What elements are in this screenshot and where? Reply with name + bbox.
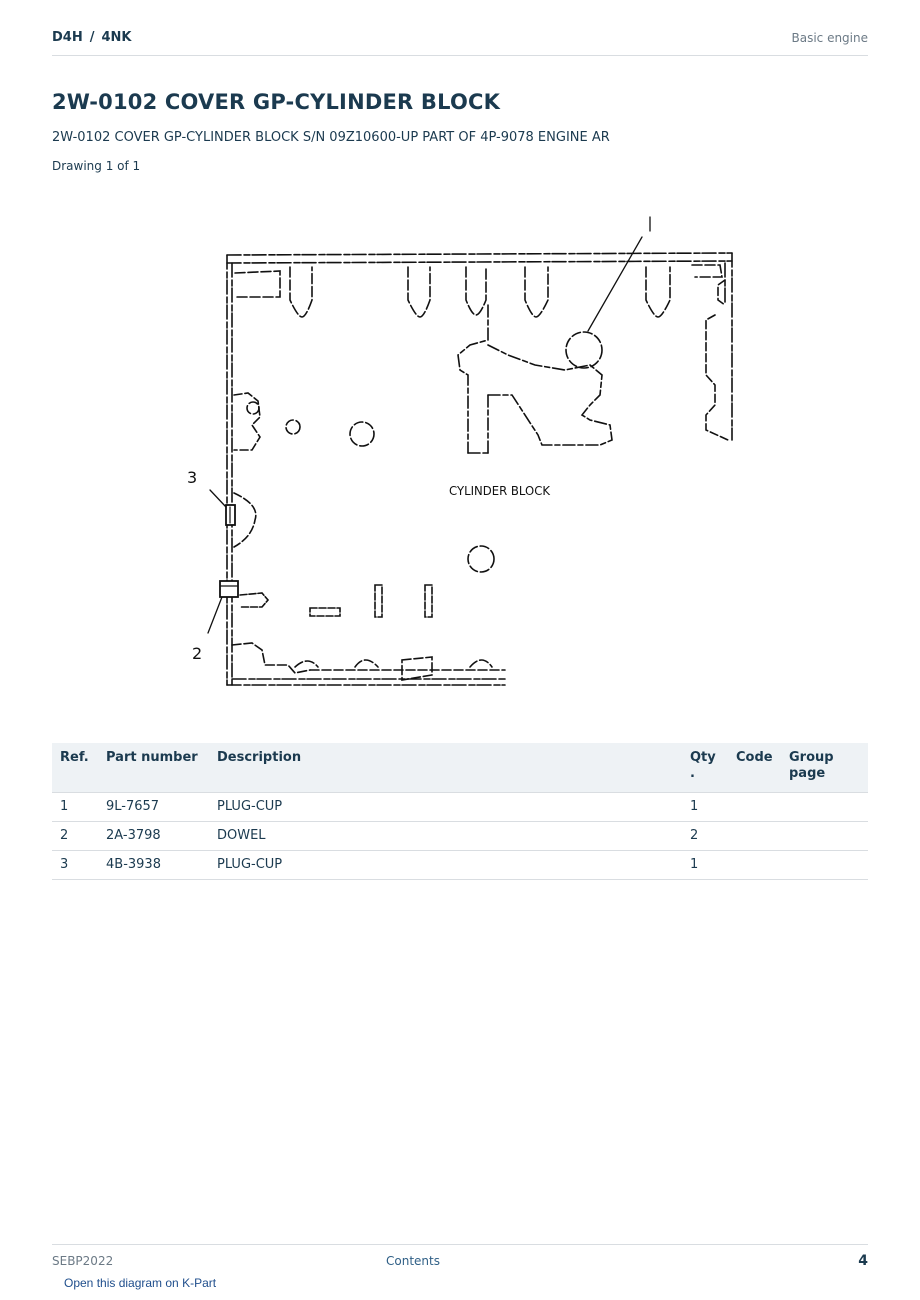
row-ref: 2 [52, 822, 98, 851]
side-details [706, 280, 728, 440]
breadcrumb-separator: / [89, 30, 95, 45]
kpart-diagram-link[interactable]: Open this diagram on K-Part [64, 1276, 217, 1290]
table-row[interactable] [52, 851, 868, 880]
callout-3[interactable]: 3 [187, 468, 198, 487]
col-group-line2: page [789, 766, 826, 781]
row-code [728, 793, 781, 822]
row-code [728, 822, 781, 851]
page-subtitle: 2W-0102 COVER GP-CYLINDER BLOCK S/N 09Z10600-UP PART OF 4P-9078 ENGINE AR [52, 130, 610, 145]
drawing-counter: Drawing 1 of 1 [52, 159, 141, 173]
row-part-number[interactable]: 2A-3798 [98, 822, 209, 851]
col-qty-line1: Qty [690, 750, 716, 765]
page-title: 2W-0102 COVER GP-CYLINDER BLOCK [52, 90, 501, 114]
row-group-page [781, 822, 868, 851]
page-number: 4 [858, 1253, 868, 1269]
central-cavity [458, 305, 612, 453]
row-group-page [781, 851, 868, 880]
plug-cup-3[interactable] [226, 505, 235, 525]
breadcrumb-model[interactable]: D4H [52, 30, 83, 45]
col-ref: Ref. [52, 743, 98, 793]
row-description: DOWEL [209, 822, 682, 851]
row-part-number[interactable]: 9L-7657 [98, 793, 209, 822]
row-ref: 3 [52, 851, 98, 880]
col-part-number: Part number [98, 743, 209, 793]
row-ref: 1 [52, 793, 98, 822]
row-description: PLUG-CUP [209, 851, 682, 880]
page-header [52, 28, 868, 56]
diagram-label: CYLINDER BLOCK [449, 483, 551, 498]
row-qty: 1 [682, 851, 728, 880]
col-code: Code [728, 743, 781, 793]
bottom-profile [232, 643, 505, 680]
parts-table [52, 743, 868, 880]
col-qty-line2: . [690, 766, 695, 781]
callout-leaders [208, 217, 650, 633]
breadcrumb-serial-prefix[interactable]: 4NK [101, 30, 132, 45]
document-id: SEBP2022 [52, 1254, 114, 1268]
row-description: PLUG-CUP [209, 793, 682, 822]
row-group-page [781, 793, 868, 822]
row-code [728, 851, 781, 880]
callout-2[interactable]: 2 [192, 644, 203, 663]
contents-link[interactable]: Contents [386, 1254, 440, 1268]
dowel-2[interactable] [220, 581, 238, 597]
page-footer [52, 1244, 868, 1275]
left-bosses [234, 393, 260, 547]
parts-diagram[interactable] [170, 205, 750, 705]
col-description: Description [209, 743, 682, 793]
block-outline [227, 253, 732, 685]
row-qty: 2 [682, 822, 728, 851]
col-qty [682, 743, 728, 793]
col-group-line1: Group [789, 750, 834, 765]
bore-pockets [235, 265, 722, 317]
col-group-page [781, 743, 868, 793]
lower-slots [240, 585, 432, 617]
table-header-row [52, 743, 868, 793]
breadcrumb [52, 30, 131, 45]
table-row[interactable] [52, 822, 868, 851]
table-row[interactable] [52, 793, 868, 822]
section-name: Basic engine [791, 31, 868, 45]
row-qty: 1 [682, 793, 728, 822]
row-part-number[interactable]: 4B-3938 [98, 851, 209, 880]
